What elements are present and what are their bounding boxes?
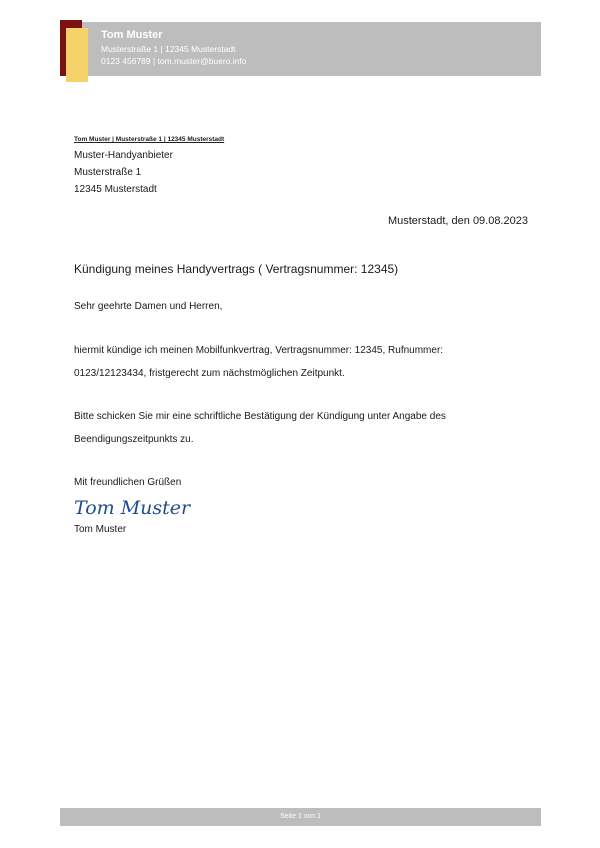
- letterhead: [101, 28, 247, 67]
- letterhead-contact: 0123 456789 | tom.muster@buero.info: [101, 56, 247, 66]
- recipient-city: 12345 Musterstadt: [74, 184, 157, 195]
- signer-name: Tom Muster: [74, 524, 127, 535]
- recipient-company: Muster-Handyanbieter: [74, 150, 173, 161]
- letterhead-address: Musterstraße 1 | 12345 Musterstadt: [101, 44, 236, 54]
- body-paragraph-2-line-1: Bitte schicken Sie mir eine schriftliche Bestätigung der Kündigung unter Angabe des: [74, 411, 446, 422]
- closing: Mit freundlichen Grüßen: [74, 477, 182, 488]
- recipient-address: [74, 147, 173, 198]
- letterhead-name: Tom Muster: [101, 29, 163, 41]
- header-accent-yellow: [66, 28, 88, 82]
- salutation: Sehr geehrte Damen und Herren,: [74, 301, 223, 312]
- body-paragraph-1-line-2: 0123/12123434, fristgerecht zum nächstmöglichen Zeitpunkt.: [74, 368, 345, 379]
- body-paragraph-2: [74, 405, 534, 451]
- sender-return-line: Tom Muster | Musterstraße 1 | 12345 Musterstadt: [74, 136, 225, 143]
- recipient-street: Musterstraße 1: [74, 167, 142, 178]
- body-paragraph-1-line-1: hiermit kündige ich meinen Mobilfunkvertrag, Vertragsnummer: 12345, Rufnummer:: [74, 345, 444, 356]
- page-footer: Seite 1 von 1: [60, 808, 541, 826]
- body-paragraph-1: [74, 339, 534, 385]
- letter-subject: Kündigung meines Handyvertrags ( Vertragsnummer: 12345): [74, 262, 399, 276]
- body-paragraph-2-line-2: Beendigungszeitpunkts zu.: [74, 434, 194, 445]
- handwritten-signature: Tom Muster: [74, 497, 191, 519]
- letter-date: Musterstadt, den 09.08.2023: [387, 215, 528, 227]
